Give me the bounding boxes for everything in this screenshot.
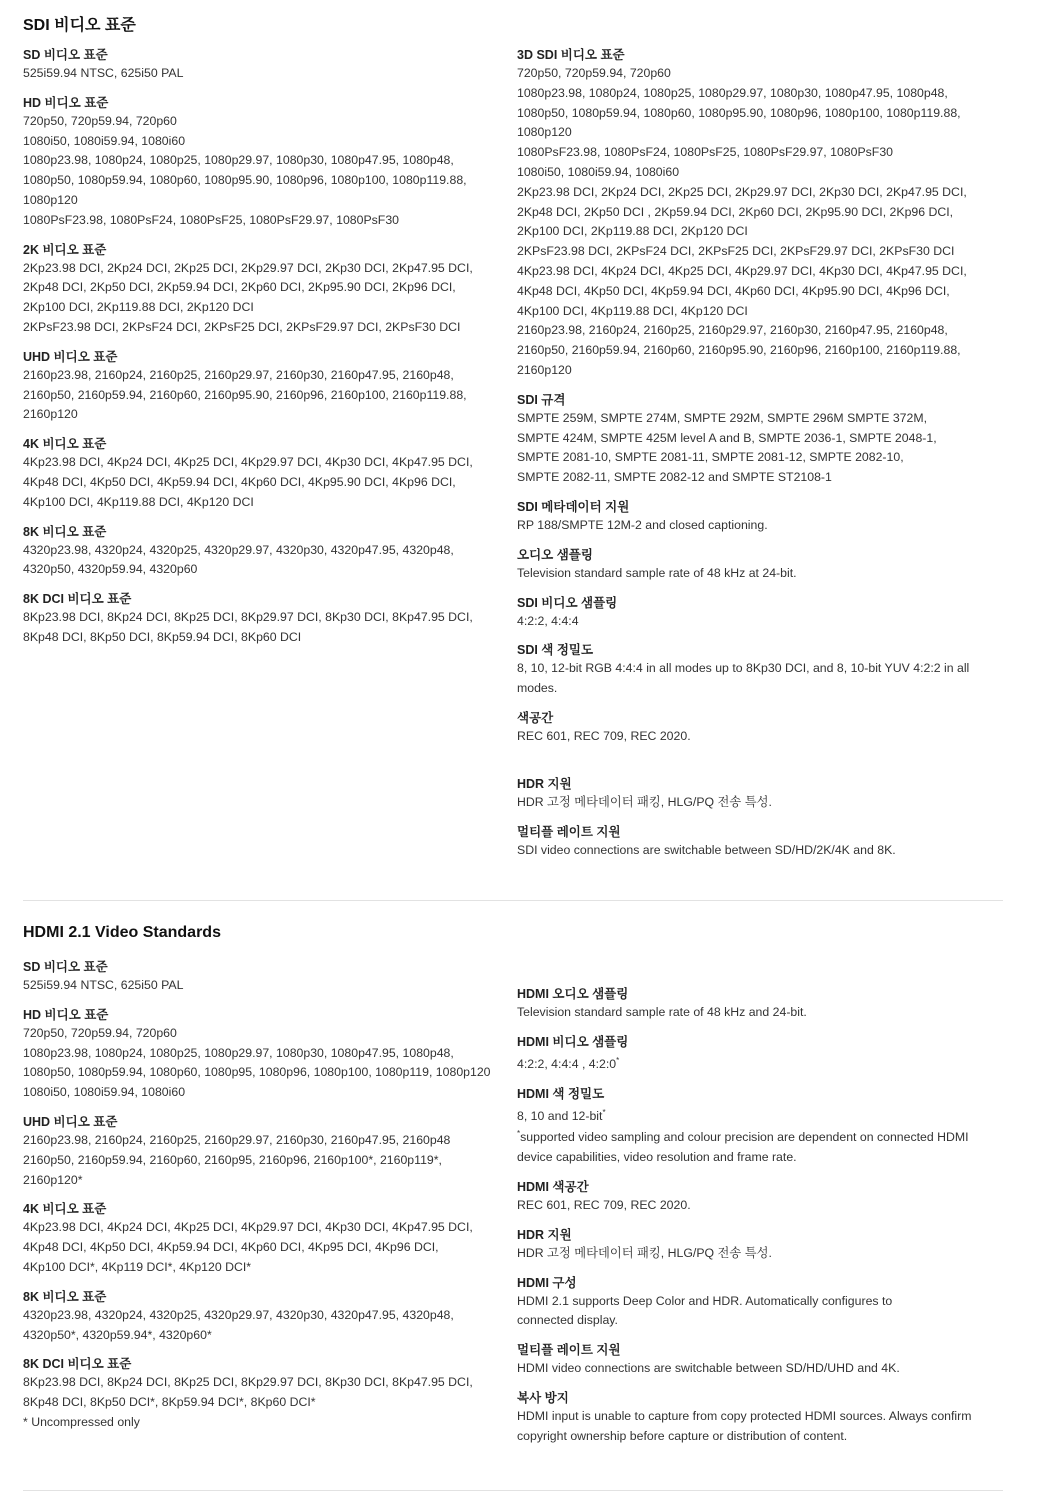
spec-label: SDI 규격 [517, 392, 566, 407]
spec-line: 525i59.94 NTSC, 625i50 PAL [23, 978, 184, 992]
spec-line: 2160p120 [23, 407, 78, 422]
spec-line: 2160p120 [517, 362, 572, 377]
spec-label: 2K 비디오 표준 [23, 242, 107, 257]
sdi-left-column [23, 46, 493, 648]
sdi-hdr-support [517, 775, 992, 813]
spec-line: 8Kp48 DCI, 8Kp50 DCI*, 8Kp59.94 DCI*, 8Kp60 DCI* [23, 1395, 316, 1410]
spec-line: 4:2:2, 4:4:4 [517, 613, 579, 628]
spec-line: 8Kp23.98 DCI, 8Kp24 DCI, 8Kp25 DCI, 8Kp29.97 DCI, 8Kp30 DCI, 8Kp47.95 DCI, [23, 610, 473, 625]
spec-label: 8K DCI 비디오 표준 [23, 1357, 132, 1372]
spec-label: SDI 색 정밀도 [517, 643, 594, 658]
hdmi-copy-protection [517, 1389, 992, 1447]
hdmi-left-column [23, 958, 493, 1433]
hdmi-color-space [517, 1178, 992, 1216]
spec-line: 4Kp23.98 DCI, 4Kp24 DCI, 4Kp25 DCI, 4Kp29.97 DCI, 4Kp30 DCI, 4Kp47.95 DCI, [517, 263, 967, 278]
hdmi-right-column [517, 985, 992, 1447]
spec-line: 1080p23.98, 1080p24, 1080p25, 1080p29.97, 1080p30, 1080p47.95, 1080p48, [23, 1045, 454, 1060]
spec-label: 3D SDI 비디오 표준 [517, 48, 625, 62]
spec-line [517, 1055, 992, 1075]
spec-label: UHD 비디오 표준 [23, 1114, 118, 1129]
spec-line: 1080i50, 1080i59.94, 1080i60 [517, 164, 680, 179]
spec-line: 1080i50, 1080i59.94, 1080i60 [23, 1085, 186, 1100]
hdmi-section-title: HDMI 2.1 Video Standards [23, 924, 221, 941]
spec-line: 1080PsF23.98, 1080PsF24, 1080PsF25, 1080PsF29.97, 1080PsF30 [23, 212, 399, 227]
spec-line: 4320p50, 4320p59.94, 4320p60 [23, 562, 198, 577]
sdi-video-sampling [517, 594, 992, 632]
spec-line: SMPTE 2082-11, SMPTE 2082-12 and SMPTE ST2108-1 [517, 470, 832, 485]
footnote-line: device capabilities, video resolution and frame rate. [517, 1150, 797, 1165]
spec-line: 1080p50, 1080p59.94, 1080p60, 1080p95.90, 1080p96, 1080p100, 1080p119.88, [517, 105, 961, 120]
hdmi-configuration [517, 1274, 992, 1332]
spec-line: 2Kp23.98 DCI, 2Kp24 DCI, 2Kp25 DCI, 2Kp29.97 DCI, 2Kp30 DCI, 2Kp47.95 DCI, [23, 260, 473, 275]
spec-line: 720p50, 720p59.94, 720p60 [23, 113, 177, 128]
hdmi-section [23, 924, 1003, 1499]
section-divider [23, 900, 1003, 901]
spec-line: SMPTE 2081-10, SMPTE 2081-11, SMPTE 2081-12, SMPTE 2082-10, [517, 450, 904, 465]
sdi-4k-standards [23, 435, 493, 512]
spec-label: SDI 메타데이터 지원 [517, 499, 630, 514]
spec-line: HDR 고정 메타데이터 패킹, HLG/PQ 전송 특성. [517, 794, 772, 809]
uncompressed-note: * Uncompressed only [23, 1414, 140, 1429]
spec-line: 8, 10, 12-bit RGB 4:4:4 in all modes up to 8Kp30 DCI, and 8, 10-bit YUV 4:2:2 in all [517, 661, 970, 676]
spec-line: connected display. [517, 1313, 618, 1328]
sdi-compliance [517, 391, 992, 488]
spec-line: 4320p23.98, 4320p24, 4320p25, 4320p29.97, 4320p30, 4320p47.95, 4320p48, [23, 1307, 454, 1322]
sdi-uhd-standards [23, 348, 493, 425]
spec-line: 4Kp48 DCI, 4Kp50 DCI, 4Kp59.94 DCI, 4Kp60 DCI, 4Kp95 DCI, 4Kp96 DCI, [23, 1240, 439, 1255]
spec-label: 멀티플 레이트 지원 [517, 1343, 621, 1358]
sdi-color-precision [517, 641, 992, 699]
sdi-section [23, 12, 1003, 882]
spec-line: 4Kp48 DCI, 4Kp50 DCI, 4Kp59.94 DCI, 4Kp60 DCI, 4Kp95.90 DCI, 4Kp96 DCI, [517, 283, 950, 298]
spec-label: HDR 지원 [517, 776, 572, 791]
spec-line: HDMI input is unable to capture from copy protected HDMI sources. Always confirm [517, 1408, 972, 1423]
spec-line: 1080p50, 1080p59.94, 1080p60, 1080p95, 1080p96, 1080p100, 1080p119, 1080p120 [23, 1065, 491, 1080]
spec-line: REC 601, REC 709, REC 2020. [517, 728, 691, 743]
spec-label: 색공간 [517, 710, 554, 725]
spec-line: 2Kp23.98 DCI, 2Kp24 DCI, 2Kp25 DCI, 2Kp29.97 DCI, 2Kp30 DCI, 2Kp47.95 DCI, [517, 184, 967, 199]
spec-line: 2160p50, 2160p59.94, 2160p60, 2160p95, 2160p96, 2160p100*, 2160p119*, [23, 1152, 442, 1167]
spec-line: 2160p23.98, 2160p24, 2160p25, 2160p29.97, 2160p30, 2160p47.95, 2160p48, [23, 367, 454, 382]
spec-line: Television standard sample rate of 48 kHz at 24-bit. [517, 565, 797, 580]
sdi-3d-standards [517, 46, 992, 381]
hdmi-sd-standards [23, 958, 493, 996]
spec-label: HDR 지원 [517, 1227, 572, 1242]
spec-line: 4320p23.98, 4320p24, 4320p25, 4320p29.97, 4320p30, 4320p47.95, 4320p48, [23, 542, 454, 557]
spec-line: 2KPsF23.98 DCI, 2KPsF24 DCI, 2KPsF25 DCI, 2KPsF29.97 DCI, 2KPsF30 DCI [517, 244, 955, 259]
sdi-8k-standards [23, 523, 493, 581]
spec-line: REC 601, REC 709, REC 2020. [517, 1197, 691, 1212]
spec-line: 8Kp48 DCI, 8Kp50 DCI, 8Kp59.94 DCI, 8Kp60 DCI [23, 629, 302, 644]
spec-line: 4Kp100 DCI, 4Kp119.88 DCI, 4Kp120 DCI [23, 494, 254, 509]
spec-line: 1080p120 [23, 192, 78, 207]
hdmi-4k-standards [23, 1200, 493, 1277]
spec-line [517, 1107, 992, 1127]
spec-line: 1080PsF23.98, 1080PsF24, 1080PsF25, 1080PsF29.97, 1080PsF30 [517, 145, 893, 160]
sdi-color-space [517, 709, 992, 747]
spec-line: 2KPsF23.98 DCI, 2KPsF24 DCI, 2KPsF25 DCI, 2KPsF29.97 DCI, 2KPsF30 DCI [23, 319, 461, 334]
hdmi-audio-sampling [517, 985, 992, 1023]
spec-line: RP 188/SMPTE 12M-2 and closed captioning. [517, 517, 768, 532]
hdmi-uhd-standards [23, 1113, 493, 1190]
spec-line: 4Kp48 DCI, 4Kp50 DCI, 4Kp59.94 DCI, 4Kp60 DCI, 4Kp95.90 DCI, 4Kp96 DCI, [23, 474, 456, 489]
hdmi-hdr-support [517, 1226, 992, 1264]
spec-label: HD 비디오 표준 [23, 1007, 109, 1022]
spec-line: 2160p23.98, 2160p24, 2160p25, 2160p29.97, 2160p30, 2160p47.95, 2160p48 [23, 1132, 451, 1147]
spec-line: 1080p23.98, 1080p24, 1080p25, 1080p29.97, 1080p30, 1080p47.95, 1080p48, [517, 85, 948, 100]
spec-line: Television standard sample rate of 48 kHz and 24-bit. [517, 1005, 807, 1019]
spec-line: copyright ownership before capture or distribution of content. [517, 1428, 848, 1443]
spec-line: modes. [517, 681, 558, 696]
sdi-right-column [517, 46, 992, 860]
spec-line: 1080i50, 1080i59.94, 1080i60 [23, 133, 186, 148]
spec-line: 4Kp100 DCI*, 4Kp119 DCI*, 4Kp120 DCI* [23, 1259, 252, 1274]
spec-line: 1080p120 [517, 125, 572, 140]
footnote-line [517, 1128, 992, 1148]
hdmi-video-sampling [517, 1033, 992, 1075]
spec-line: 2Kp48 DCI, 2Kp50 DCI , 2Kp59.94 DCI, 2Kp60 DCI, 2Kp95.90 DCI, 2Kp96 DCI, [517, 204, 954, 219]
section-divider [23, 1490, 1003, 1491]
spec-line: 2160p50, 2160p59.94, 2160p60, 2160p95.90, 2160p96, 2160p100, 2160p119.88, [23, 387, 467, 402]
spec-label: 복사 방지 [517, 1390, 569, 1405]
spec-label: HDMI 비디오 샘플링 [517, 1034, 629, 1049]
hdmi-8k-dci-standards [23, 1355, 493, 1432]
hdmi-8k-standards [23, 1288, 493, 1346]
spec-line: SMPTE 424M, SMPTE 425M level A and B, SMPTE 2036-1, SMPTE 2048-1, [517, 430, 937, 445]
spec-label: HDMI 오디오 샘플링 [517, 987, 629, 1001]
spec-label: HD 비디오 표준 [23, 95, 109, 110]
footnote-marker: * [616, 1055, 620, 1065]
spec-line: HDMI 2.1 supports Deep Color and HDR. Automatically configures to [517, 1293, 893, 1308]
sdi-multi-rate-support [517, 823, 992, 861]
spec-label: HDMI 색공간 [517, 1179, 589, 1194]
sdi-sd-standards [23, 46, 493, 84]
spec-label: SD 비디오 표준 [23, 960, 108, 974]
spec-line: 720p50, 720p59.94, 720p60 [23, 1025, 177, 1040]
spec-label: 오디오 샘플링 [517, 547, 593, 562]
spec-label: SD 비디오 표준 [23, 48, 108, 62]
spec-line: 8Kp23.98 DCI, 8Kp24 DCI, 8Kp25 DCI, 8Kp29.97 DCI, 8Kp30 DCI, 8Kp47.95 DCI, [23, 1375, 473, 1390]
sdi-hd-standards [23, 94, 493, 231]
sdi-section-title: SDI 비디오 표준 [23, 17, 136, 34]
spec-line: 2Kp100 DCI, 2Kp119.88 DCI, 2Kp120 DCI [23, 300, 254, 315]
spec-label: HDMI 색 정밀도 [517, 1086, 605, 1101]
spec-line: 2160p23.98, 2160p24, 2160p25, 2160p29.97, 2160p30, 2160p47.95, 2160p48, [517, 323, 948, 338]
sdi-metadata-support [517, 498, 992, 536]
spec-line: HDMI video connections are switchable between SD/HD/UHD and 4K. [517, 1361, 900, 1376]
spec-line: 2Kp100 DCI, 2Kp119.88 DCI, 2Kp120 DCI [517, 224, 748, 239]
spec-line: 4Kp23.98 DCI, 4Kp24 DCI, 4Kp25 DCI, 4Kp29.97 DCI, 4Kp30 DCI, 4Kp47.95 DCI, [23, 1220, 473, 1235]
spec-line: 525i59.94 NTSC, 625i50 PAL [23, 66, 184, 80]
hdmi-hd-standards [23, 1006, 493, 1103]
hdmi-multi-rate-support [517, 1341, 992, 1379]
footnote-marker: * [517, 1129, 521, 1139]
sdi-8k-dci-standards [23, 590, 493, 648]
spec-label: UHD 비디오 표준 [23, 349, 118, 364]
spec-label: 8K 비디오 표준 [23, 1289, 107, 1304]
spec-label: 4K 비디오 표준 [23, 437, 107, 452]
spec-line: 2Kp48 DCI, 2Kp50 DCI, 2Kp59.94 DCI, 2Kp60 DCI, 2Kp95.90 DCI, 2Kp96 DCI, [23, 280, 456, 295]
spec-label: 8K DCI 비디오 표준 [23, 592, 132, 607]
spec-line: 4Kp100 DCI, 4Kp119.88 DCI, 4Kp120 DCI [517, 303, 748, 318]
spec-label: SDI 비디오 샘플링 [517, 595, 618, 610]
spec-line: 2160p120* [23, 1172, 83, 1187]
spec-line: 4320p50*, 4320p59.94*, 4320p60* [23, 1327, 212, 1342]
spec-line: 1080p23.98, 1080p24, 1080p25, 1080p29.97, 1080p30, 1080p47.95, 1080p48, [23, 153, 454, 168]
spec-line: 2160p50, 2160p59.94, 2160p60, 2160p95.90, 2160p96, 2160p100, 2160p119.88, [517, 343, 961, 358]
footnote-text: supported video sampling and colour precision are dependent on connected HDMI [520, 1130, 969, 1145]
spec-line: SDI video connections are switchable between SD/HD/2K/4K and 8K. [517, 842, 896, 857]
spec-line: SMPTE 259M, SMPTE 274M, SMPTE 292M, SMPTE 296M SMPTE 372M, [517, 410, 928, 425]
sdi-2k-standards [23, 241, 493, 338]
spec-line: HDR 고정 메타데이터 패킹, HLG/PQ 전송 특성. [517, 1245, 772, 1260]
hdmi-color-precision [517, 1085, 992, 1168]
footnote-marker: * [602, 1107, 606, 1117]
spec-label: 8K 비디오 표준 [23, 524, 107, 539]
spec-line-text: 8, 10 and 12-bit [517, 1108, 603, 1123]
spec-label: 4K 비디오 표준 [23, 1202, 107, 1217]
spec-line: 4Kp23.98 DCI, 4Kp24 DCI, 4Kp25 DCI, 4Kp29.97 DCI, 4Kp30 DCI, 4Kp47.95 DCI, [23, 455, 473, 470]
spec-label: HDMI 구성 [517, 1275, 577, 1290]
spec-label: 멀티플 레이트 지원 [517, 824, 621, 839]
spec-line: 720p50, 720p59.94, 720p60 [517, 66, 671, 80]
sdi-audio-sampling [517, 546, 992, 584]
spec-line: 1080p50, 1080p59.94, 1080p60, 1080p95.90, 1080p96, 1080p100, 1080p119.88, [23, 173, 467, 188]
spec-line-text: 4:2:2, 4:4:4 , 4:2:0 [517, 1056, 617, 1071]
